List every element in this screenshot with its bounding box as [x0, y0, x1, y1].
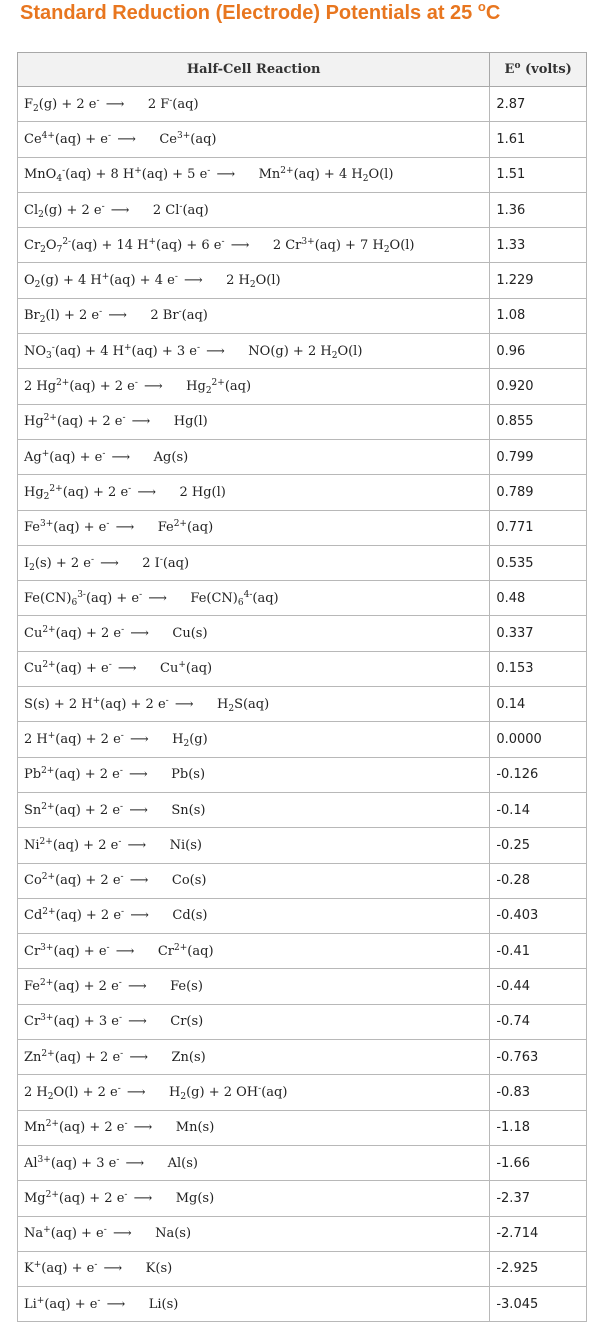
table-row [18, 687, 587, 722]
reaction-cell: $Br_2(l) + 2$ e- ⟶ 2 Br-(aq) [18, 298, 490, 333]
potential-cell: 1.61 [490, 122, 587, 157]
potential-cell: -0.28 [490, 863, 587, 898]
table-row [18, 969, 587, 1004]
arrow-icon: ⟶ [144, 379, 163, 395]
potential-cell: -3.045 [490, 1287, 587, 1322]
potential-cell: -1.18 [490, 1110, 587, 1145]
arrow-icon: ⟶ [128, 1014, 147, 1030]
arrow-icon: ⟶ [112, 1226, 132, 1242]
table-row [18, 157, 587, 192]
arrow-icon: ⟶ [133, 1190, 153, 1206]
reaction-cell: $Cu^{2+}(aq) + 2$ e- ⟶ Cu(s) [18, 616, 490, 651]
reaction-cell: $Cd^{2+}(aq) + 2$ e- ⟶ Cd(s) [18, 898, 490, 933]
table-row [18, 1110, 587, 1145]
reaction-cell: $Cl_2(g) + 2$ e- ⟶ 2 Cl-(aq) [18, 192, 490, 227]
table-row [18, 1181, 587, 1216]
potential-cell: -2.925 [490, 1251, 587, 1286]
potential-cell: -2.714 [490, 1216, 587, 1251]
potential-cell: 1.33 [490, 228, 587, 263]
arrow-icon: ⟶ [174, 696, 194, 712]
reaction-cell: $Al^{3+}(aq) + 3$ e- ⟶ Al(s) [18, 1145, 490, 1180]
table-row [18, 298, 587, 333]
reaction-cell: Ag+(aq) + e- ⟶ Ag(s) [18, 439, 490, 474]
potential-cell: -0.126 [490, 757, 587, 792]
arrow-icon: ⟶ [130, 626, 149, 642]
potential-cell: -0.14 [490, 792, 587, 827]
table-row [18, 1287, 587, 1322]
reaction-cell: $F_2(g) + 2$ e- ⟶ 2 F-(aq) [18, 87, 490, 122]
potential-cell: 0.789 [490, 475, 587, 510]
reaction-cell: Na+(aq) + e- ⟶ Na(s) [18, 1216, 490, 1251]
table-row [18, 263, 587, 298]
arrow-icon: ⟶ [117, 661, 137, 677]
potential-cell: 1.08 [490, 298, 587, 333]
potential-cell: 1.229 [490, 263, 587, 298]
header-e: E [504, 62, 515, 77]
reaction-cell: $Mg^{2+}(aq) + 2$ e- ⟶ Mg(s) [18, 1181, 490, 1216]
reaction-cell: MnO$_4$-(aq) + 8 H+(aq) + 5 e- ⟶ $Mn^{2+}(aq) + 4$ $H_2O(l)$ [18, 157, 490, 192]
arrow-icon: ⟶ [230, 237, 250, 253]
table-row [18, 475, 587, 510]
reaction-cell: $O_2(g) + 4$ H+(aq) + 4 e- ⟶ 2 $H_2O(l)$ [18, 263, 490, 298]
potential-cell: 0.337 [490, 616, 587, 651]
header-volts: (volts) [520, 62, 572, 77]
page-title-text: Standard Reduction (Electrode) Potentials at 25 [20, 2, 478, 24]
table-row [18, 1004, 587, 1039]
arrow-icon: ⟶ [148, 590, 167, 606]
table-row [18, 616, 587, 651]
arrow-icon: ⟶ [126, 1084, 146, 1100]
degree-symbol: o [477, 0, 486, 14]
potentials-table [17, 52, 587, 1322]
potential-cell: 0.771 [490, 510, 587, 545]
table-row [18, 87, 587, 122]
potential-cell: 0.855 [490, 404, 587, 439]
reaction-cell: $Fe^{3+}(aq) + e^-$ ⟶ $Fe^{2+}(aq)$ [18, 510, 490, 545]
potential-cell: 0.153 [490, 651, 587, 686]
table-row [18, 651, 587, 686]
potential-cell: 0.535 [490, 545, 587, 580]
reaction-cell: $Hg_2^{2+}(aq) + 2$ e- ⟶ 2 Hg(l) [18, 475, 490, 510]
arrow-icon: ⟶ [131, 414, 151, 430]
potential-cell: -0.41 [490, 934, 587, 969]
reaction-cell: 2 H+(aq) + 2 e- ⟶ $H_2(g)$ [18, 722, 490, 757]
potential-cell: -0.44 [490, 969, 587, 1004]
potential-cell: 0.48 [490, 581, 587, 616]
arrow-icon: ⟶ [137, 484, 156, 500]
table-row [18, 581, 587, 616]
arrow-icon: ⟶ [106, 1296, 126, 1312]
arrow-icon: ⟶ [115, 520, 135, 536]
table-row [18, 545, 587, 580]
table-row [18, 757, 587, 792]
table-row [18, 722, 587, 757]
table-row [18, 1216, 587, 1251]
table-row [18, 1145, 587, 1180]
arrow-icon: ⟶ [105, 96, 125, 112]
table-row [18, 828, 587, 863]
reaction-cell: $Hg^{2+}(aq) + 2$ e- ⟶ Hg(l) [18, 404, 490, 439]
reaction-cell: $Pb^{2+}(aq) + 2$ e- ⟶ Pb(s) [18, 757, 490, 792]
potential-cell: 0.14 [490, 687, 587, 722]
reaction-cell: $Fe(CN)_6^{3-}(aq) + e^-$ ⟶ $Fe(CN)_6^{4-}(aq)$ [18, 581, 490, 616]
reaction-cell: K+(aq) + e- ⟶ K(s) [18, 1251, 490, 1286]
reaction-cell: Li+(aq) + e- ⟶ Li(s) [18, 1287, 490, 1322]
table-row [18, 1075, 587, 1110]
arrow-icon: ⟶ [115, 943, 135, 959]
reaction-cell: $Cr^{3+}(aq) + e^-$ ⟶ $Cr^{2+}(aq)$ [18, 934, 490, 969]
header-potential [490, 53, 587, 87]
table-row [18, 334, 587, 369]
potential-cell: -2.37 [490, 1181, 587, 1216]
arrow-icon: ⟶ [127, 837, 147, 853]
potential-cell: -0.763 [490, 1040, 587, 1075]
reaction-cell: $Cr^{3+}(aq) + 3$ e- ⟶ Cr(s) [18, 1004, 490, 1039]
potential-cell: -1.66 [490, 1145, 587, 1180]
table-row [18, 863, 587, 898]
arrow-icon: ⟶ [129, 731, 149, 747]
arrow-icon: ⟶ [129, 1049, 148, 1065]
table-row [18, 792, 587, 827]
reaction-cell: $NO_3^-(aq) + 4$ H+(aq) + 3 e- ⟶ NO(g) + 2 $H_2O(l)$ [18, 334, 490, 369]
arrow-icon: ⟶ [111, 449, 131, 465]
arrow-icon: ⟶ [216, 167, 236, 183]
arrow-icon: ⟶ [133, 1120, 153, 1136]
table-row [18, 1251, 587, 1286]
arrow-icon: ⟶ [129, 802, 148, 818]
arrow-icon: ⟶ [127, 979, 147, 995]
reaction-cell: 2 $Hg^{2+}(aq) + 2$ e- ⟶ $Hg_2^{2+}(aq)$ [18, 369, 490, 404]
reaction-cell: $Sn^{2+}(aq) + 2$ e- ⟶ Sn(s) [18, 792, 490, 827]
potential-cell: 1.51 [490, 157, 587, 192]
reaction-cell: $Fe^{2+}(aq) + 2$ e- ⟶ Fe(s) [18, 969, 490, 1004]
table-row [18, 369, 587, 404]
arrow-icon: ⟶ [108, 308, 127, 324]
potential-cell: 0.920 [490, 369, 587, 404]
header-degree: o [514, 61, 521, 71]
reaction-cell: $Cr_2O_7^{2-}(aq) + 14$ H+(aq) + 6 e- ⟶ 2 $Cr^{3+}(aq) + 7$ $H_2O(l)$ [18, 228, 490, 263]
arrow-icon: ⟶ [100, 555, 119, 571]
table-row [18, 1040, 587, 1075]
reaction-cell: $Co^{2+}(aq) + 2$ e- ⟶ Co(s) [18, 863, 490, 898]
reaction-cell: $Ce^{4+}(aq) + e^-$ ⟶ $Ce^{3+}(aq)$ [18, 122, 490, 157]
table-row [18, 510, 587, 545]
arrow-icon: ⟶ [184, 273, 203, 289]
arrow-icon: ⟶ [103, 1261, 123, 1277]
header-half-cell-reaction: Half-Cell Reaction [18, 53, 490, 87]
arrow-icon: ⟶ [110, 202, 130, 218]
table-row [18, 439, 587, 474]
reaction-cell: $I_2(s) + 2$ e- ⟶ 2 I-(aq) [18, 545, 490, 580]
reaction-cell: 2 $H_2O(l) + 2$ e- ⟶ $H_2(g) + 2$ OH-(aq) [18, 1075, 490, 1110]
page-title [20, 2, 500, 25]
potential-cell: -0.403 [490, 898, 587, 933]
table-row [18, 228, 587, 263]
reaction-cell: S(s) + 2 H+(aq) + 2 e- ⟶ $H_2S(aq)$ [18, 687, 490, 722]
reaction-cell: $Ni^{2+}(aq) + 2$ e- ⟶ Ni(s) [18, 828, 490, 863]
arrow-icon: ⟶ [130, 908, 149, 924]
table-row [18, 122, 587, 157]
page-title-unit: C [485, 2, 501, 24]
table-row [18, 192, 587, 227]
arrow-icon: ⟶ [129, 873, 149, 889]
potential-cell: 0.0000 [490, 722, 587, 757]
arrow-icon: ⟶ [206, 343, 225, 359]
table-body [18, 87, 587, 1322]
table-row [18, 404, 587, 439]
table-row [18, 934, 587, 969]
reaction-cell: $Mn^{2+}(aq) + 2$ e- ⟶ Mn(s) [18, 1110, 490, 1145]
potential-cell: 1.36 [490, 192, 587, 227]
potential-cell: 2.87 [490, 87, 587, 122]
arrow-icon: ⟶ [125, 1155, 145, 1171]
potential-cell: -0.25 [490, 828, 587, 863]
table-header-row [18, 53, 587, 87]
potential-cell: 0.799 [490, 439, 587, 474]
reaction-cell: $Zn^{2+}(aq) + 2$ e- ⟶ Zn(s) [18, 1040, 490, 1075]
potential-cell: 0.96 [490, 334, 587, 369]
arrow-icon: ⟶ [117, 131, 136, 147]
reaction-cell: $Cu^{2+}(aq) + e^-$ ⟶ Cu+(aq) [18, 651, 490, 686]
table-row [18, 898, 587, 933]
potential-cell: -0.83 [490, 1075, 587, 1110]
arrow-icon: ⟶ [129, 767, 148, 783]
potential-cell: -0.74 [490, 1004, 587, 1039]
